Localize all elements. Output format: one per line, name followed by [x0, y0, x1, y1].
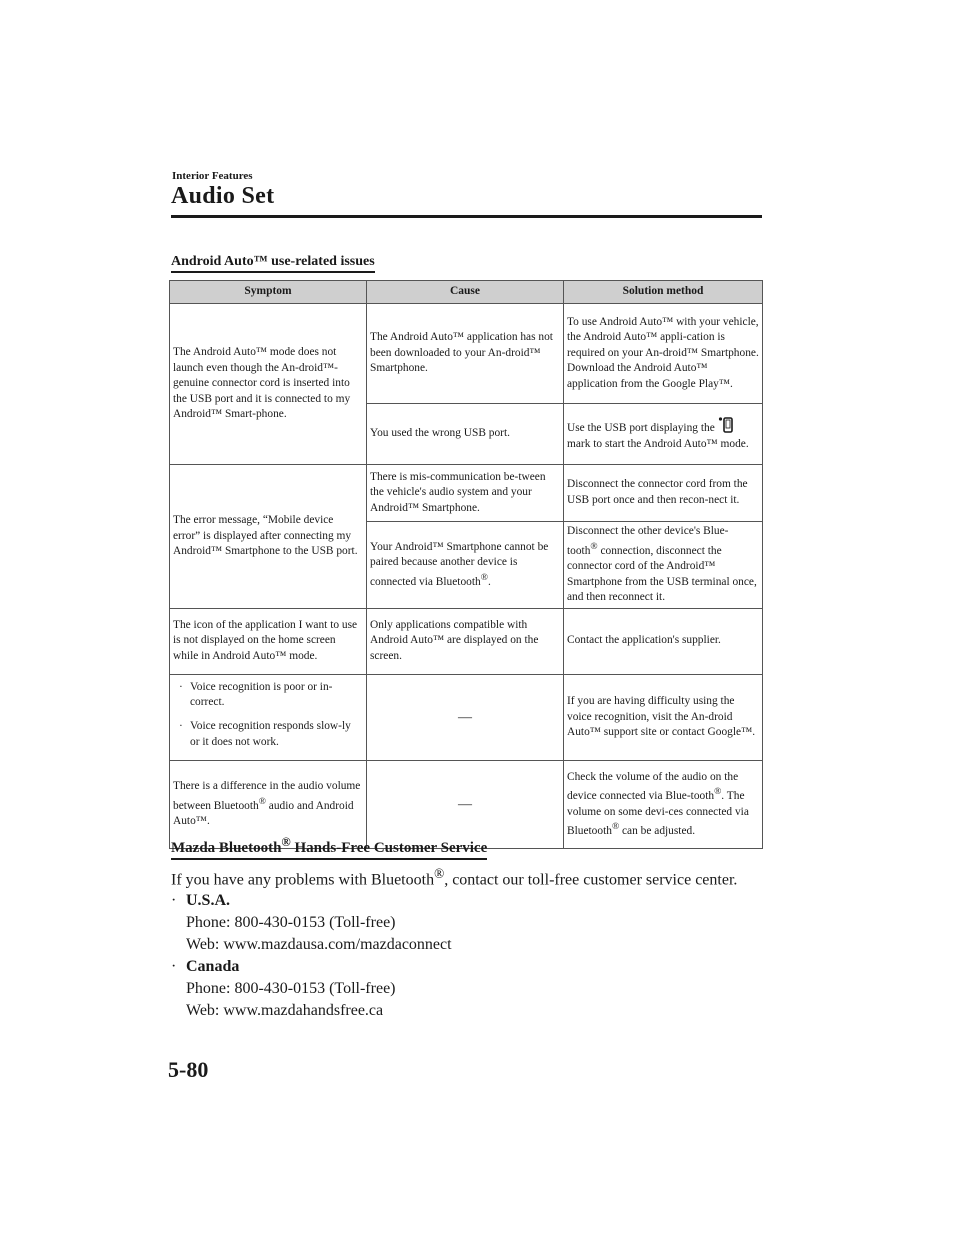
- registered-mark: ®: [281, 835, 291, 849]
- table-row: [170, 608, 763, 674]
- contact-phone: Phone: 800-430-0153 (Toll-free): [186, 980, 396, 997]
- section-label: Interior Features: [172, 170, 253, 182]
- table-row: [170, 465, 763, 522]
- symptom-text: Voice recognition is poor or in-correct.: [190, 680, 333, 709]
- solution-cell: To use Android Auto™ with your vehicle, the Android Auto™ appli-cation is required on your An-droid™ Smartphone. Download the Android Auto™ application from the Google Play™.: [564, 304, 763, 404]
- cause-text: .: [487, 575, 491, 588]
- contact-region: U.S.A.: [186, 892, 231, 909]
- bullet-mark: ·: [171, 958, 177, 975]
- bullet-mark: ·: [179, 719, 183, 732]
- registered-mark: ®: [611, 822, 620, 833]
- bullet-mark: ·: [179, 680, 183, 693]
- contact-web: Web: www.mazdausa.com/mazdaconnect: [186, 936, 452, 953]
- registered-mark: ®: [590, 541, 598, 552]
- solution-text: Disconnect the other device's Blue-tooth: [567, 525, 729, 557]
- solution-text: . The volume on some devi-ces connected via Bluetooth: [567, 790, 749, 838]
- customer-service-intro: [171, 866, 737, 889]
- contact-phone: Phone: 800-430-0153 (Toll-free): [186, 914, 396, 931]
- issues-table: [169, 280, 763, 849]
- contact-web: Web: www.mazdahandsfree.ca: [186, 1002, 384, 1019]
- column-header-cause: Cause: [367, 281, 564, 304]
- cause-cell: Only applications compatible with Android Auto™ are displayed on the screen.: [367, 608, 564, 674]
- symptom-cell: The Android Auto™ mode does not launch even though the An-droid™-genuine connector cord is inserted into the USB port and it is connected to my Android™ Smart-phone.: [170, 304, 367, 465]
- table-header-row: [170, 281, 763, 304]
- solution-text: mark to start the Android Auto™ mode.: [567, 437, 749, 450]
- symptom-cell: The icon of the application I want to use is not displayed on the home screen while in Android Auto™ mode.: [170, 608, 367, 674]
- registered-mark: ®: [480, 572, 488, 583]
- cause-cell: —: [367, 674, 564, 760]
- solution-cell: [564, 404, 763, 465]
- registered-mark: ®: [258, 796, 266, 807]
- column-header-solution: Solution method: [564, 281, 763, 304]
- android-auto-heading: Android Auto™ use-related issues: [171, 254, 375, 273]
- intro-text: , contact our toll-free customer service center.: [444, 871, 738, 889]
- table-row: [170, 674, 763, 760]
- title-rule: [171, 215, 762, 218]
- symptom-cell: [170, 674, 367, 760]
- solution-cell: If you are having difficulty using the voice recognition, visit the An-droid Auto™ support site or contact Google™.: [564, 674, 763, 760]
- cause-cell: The Android Auto™ application has not been downloaded to your An-droid™ Smartphone.: [367, 304, 564, 404]
- cause-cell: There is mis-communication be-tween the vehicle's audio system and your Android™ Smartphone.: [367, 465, 564, 522]
- intro-text: If you have any problems with Bluetooth: [171, 871, 435, 889]
- solution-text: Use the USB port displaying the: [567, 421, 715, 434]
- list-item: [173, 719, 363, 750]
- column-header-symptom: Symptom: [170, 281, 367, 304]
- solution-cell: [564, 522, 763, 609]
- solution-text: connection, disconnect the connector cord of the Android™ Smartphone from the USB terminal once, and then reconnect it.: [567, 544, 757, 604]
- solution-text: can be adjusted.: [619, 825, 696, 838]
- bullet-mark: ·: [171, 892, 177, 909]
- contact-usa: [171, 890, 452, 956]
- contact-canada: [171, 956, 452, 1022]
- table-row: [170, 304, 763, 404]
- cause-cell: You used the wrong USB port.: [367, 404, 564, 465]
- solution-cell: Disconnect the connector cord from the USB port once and then recon-nect it.: [564, 465, 763, 522]
- cause-cell: —: [367, 761, 564, 849]
- symptom-text: audio and Android Auto™.: [173, 799, 354, 828]
- symptom-text: There is a difference in the audio volume between Bluetooth: [173, 780, 361, 812]
- cause-text: Your Android™ Smartphone cannot be paired because another device is connected via Bluetooth: [370, 540, 549, 588]
- solution-text: Check the volume of the audio on the device connected via Blue-tooth: [567, 770, 739, 803]
- registered-mark: ®: [434, 866, 445, 881]
- heading-text: Mazda Bluetooth: [171, 840, 282, 856]
- smartphone-icon: [718, 416, 734, 434]
- solution-cell: [564, 761, 763, 849]
- cause-cell: [367, 522, 564, 609]
- heading-text: Hands-Free Customer Service: [290, 840, 488, 856]
- page-title: Audio Set: [171, 183, 275, 209]
- symptom-list: [173, 680, 363, 750]
- customer-service-heading: [171, 835, 487, 860]
- symptom-cell: The error message, “Mobile device error” is displayed after connecting my Android™ Smartphone to the USB port.: [170, 465, 367, 609]
- contact-list: [171, 890, 452, 1022]
- list-item: [173, 680, 363, 711]
- symptom-text: Voice recognition responds slow-ly or it does not work.: [190, 719, 351, 748]
- contact-region: Canada: [186, 958, 240, 975]
- solution-cell: Contact the application's supplier.: [564, 608, 763, 674]
- page-number: 5-80: [168, 1057, 209, 1082]
- registered-mark: ®: [714, 787, 722, 798]
